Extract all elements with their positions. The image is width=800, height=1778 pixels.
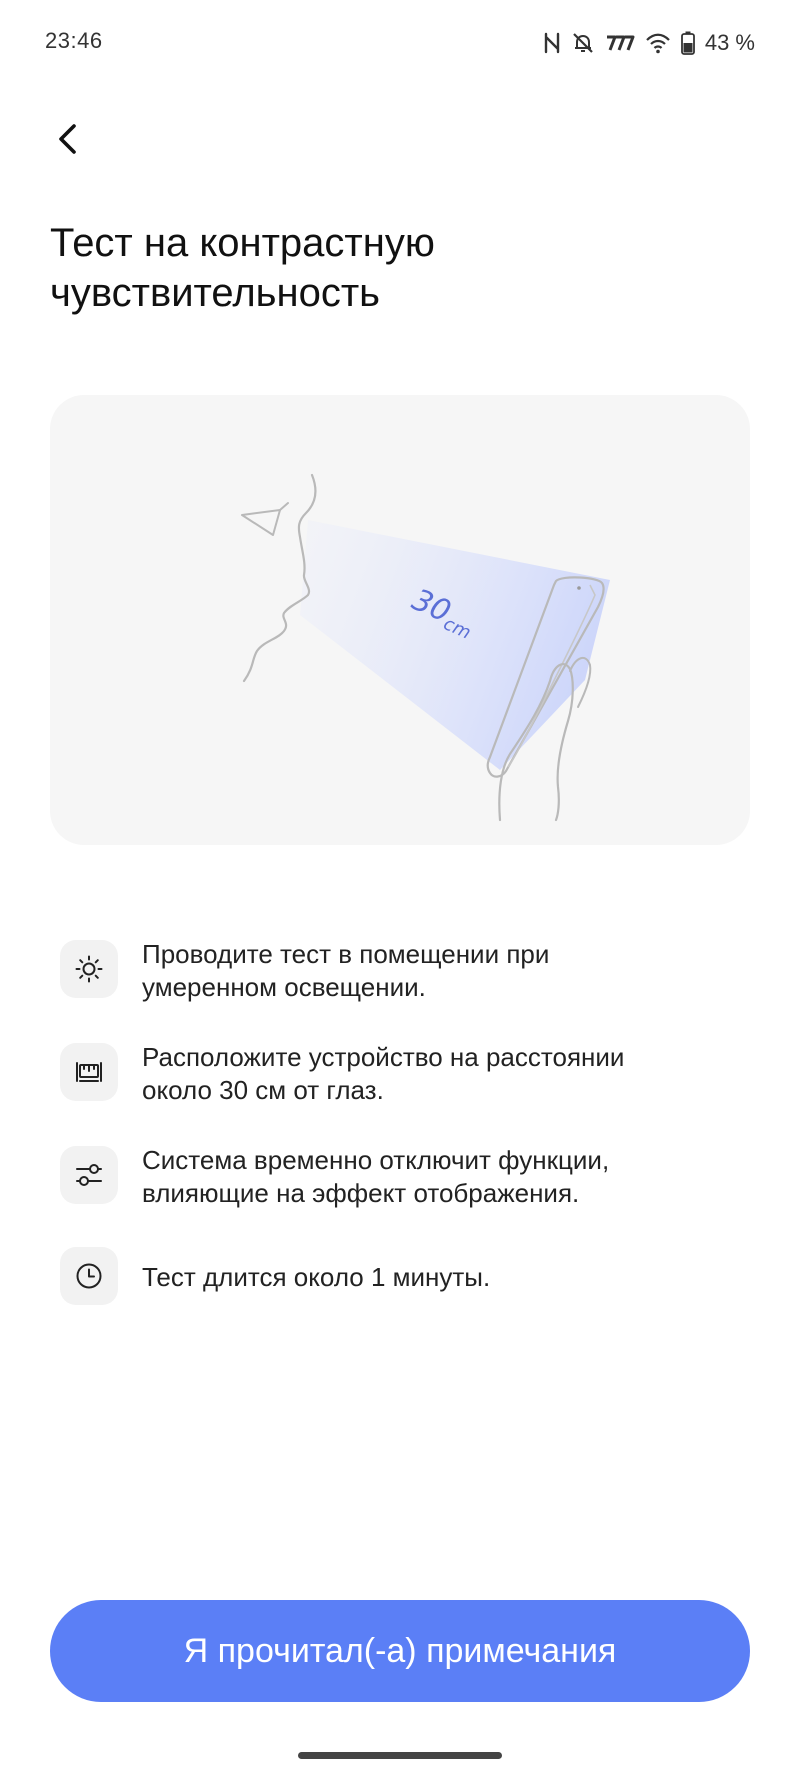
eye-outline <box>242 510 280 535</box>
sun-icon <box>74 954 104 984</box>
ruler-distance-icon-container <box>60 1043 118 1101</box>
viewing-distance-illustration <box>50 395 750 845</box>
battery-icon <box>681 31 695 55</box>
confirm-read-notes-button[interactable]: Я прочитал(-а) примечания <box>50 1600 750 1702</box>
tip-text <box>142 1041 722 1107</box>
status-icons <box>543 28 755 58</box>
tip-text <box>142 1261 722 1294</box>
page-title <box>50 218 750 318</box>
tip-line: влияющие на эффект отображения. <box>142 1178 580 1208</box>
tip-line: Система временно отключит функции, <box>142 1145 610 1175</box>
home-indicator[interactable] <box>298 1752 502 1759</box>
status-time: 23:46 <box>45 28 103 53</box>
tip-text <box>142 1144 722 1210</box>
tip-line: Расположите устройство на расстоянии <box>142 1042 625 1072</box>
distance-value: 30 <box>406 582 456 630</box>
tip-text <box>142 938 722 1004</box>
page-title-line2: чувствительность <box>50 271 381 315</box>
clock-icon <box>74 1261 104 1291</box>
chevron-left-icon <box>44 115 92 163</box>
nfc-icon <box>543 32 561 54</box>
sliders-icon-container <box>60 1146 118 1204</box>
ruler-distance-icon <box>74 1057 104 1087</box>
distance-unit: cm <box>440 613 474 644</box>
clock-icon-container <box>60 1247 118 1305</box>
wifi-icon <box>645 32 671 54</box>
battery-percentage: 43 % <box>704 30 755 55</box>
sun-icon-container <box>60 940 118 998</box>
illustration-card <box>50 395 750 845</box>
viewing-beam <box>300 520 610 770</box>
face-profile-outline <box>244 475 315 681</box>
tip-line: Тест длится около 1 минуты. <box>142 1262 491 1292</box>
bell-off-icon <box>571 31 595 55</box>
back-button[interactable] <box>44 115 92 163</box>
tip-line: Проводите тест в помещении при <box>142 939 550 969</box>
status-bar <box>0 0 800 84</box>
tip-line: около 30 см от глаз. <box>142 1075 384 1105</box>
page-title-line1: Тест на контрастную <box>50 221 435 265</box>
tip-line: умеренном освещении. <box>142 972 426 1002</box>
carrier-icon <box>605 33 635 53</box>
sliders-icon <box>74 1160 104 1190</box>
